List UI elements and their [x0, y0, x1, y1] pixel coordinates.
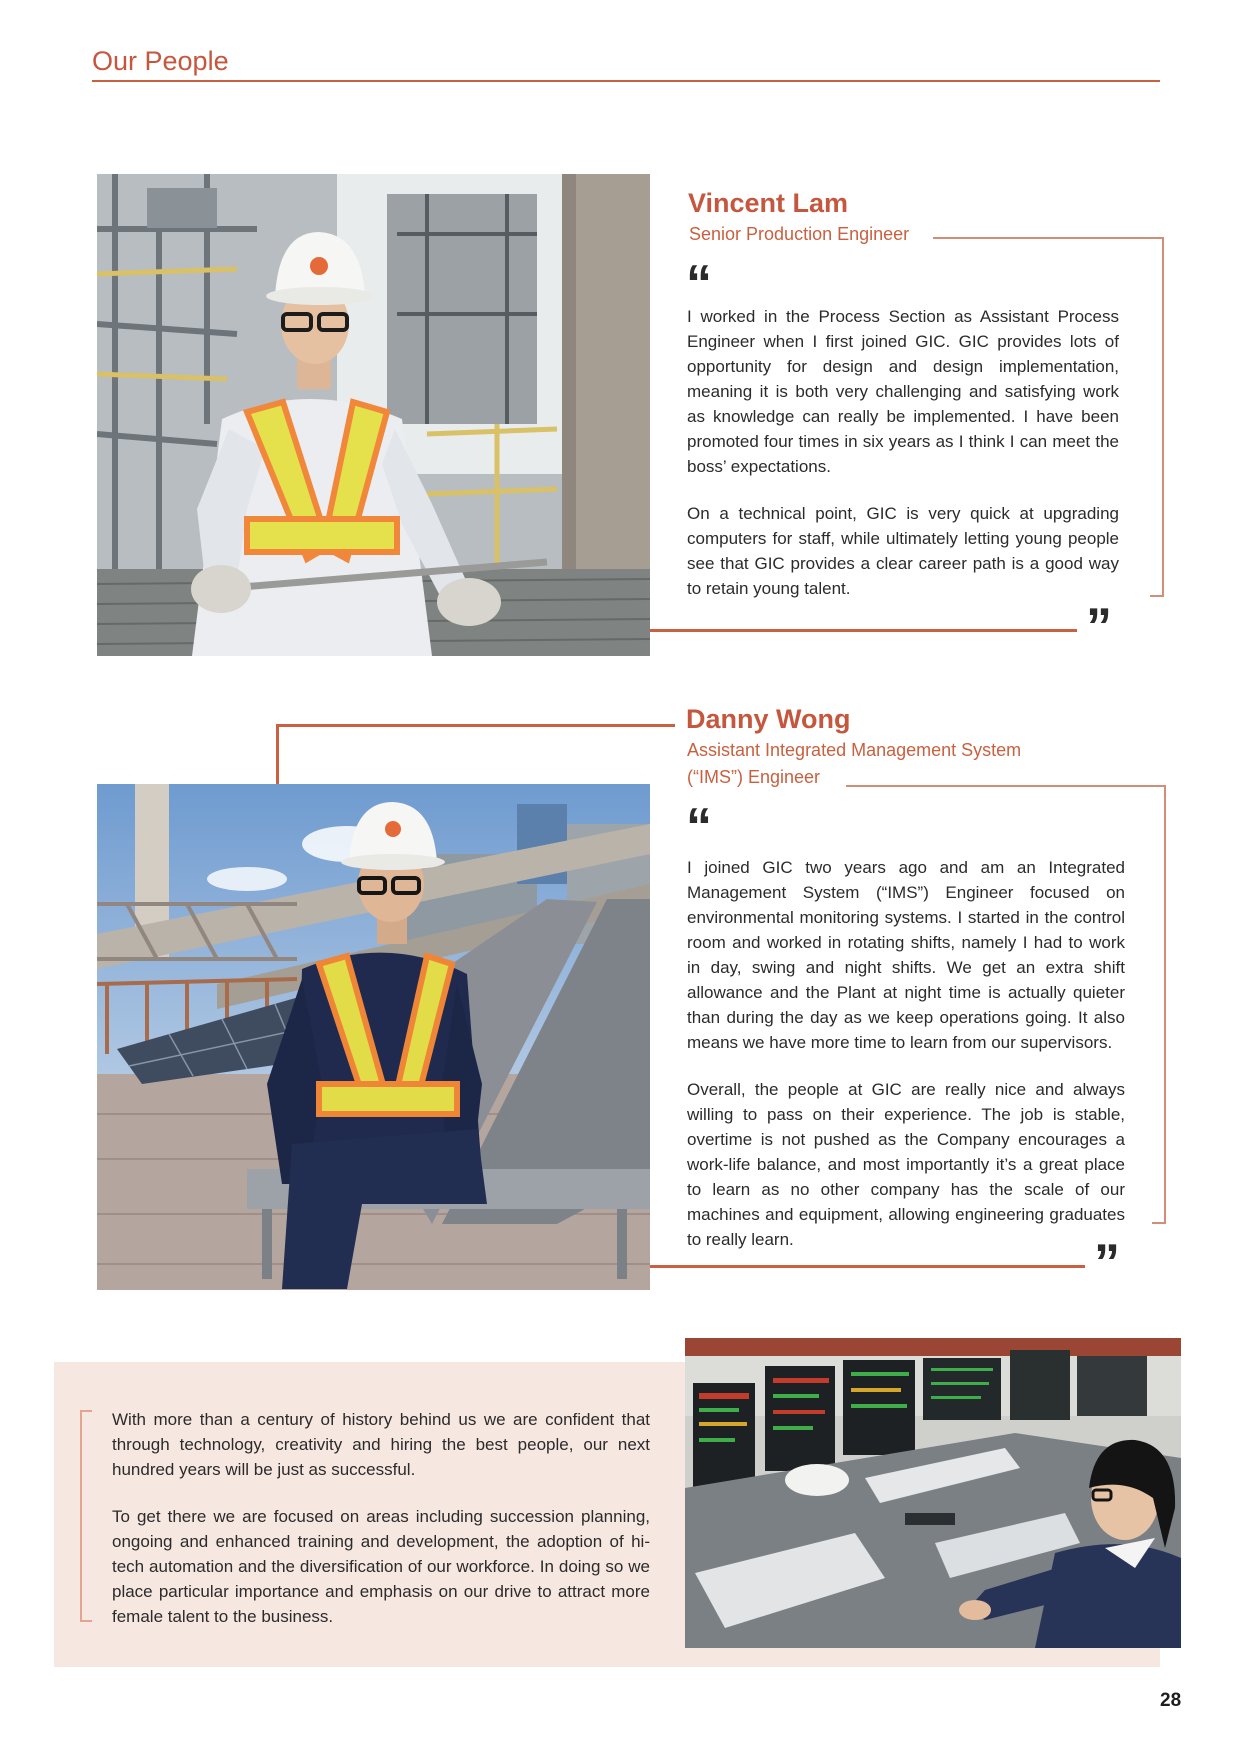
- close-quote-vincent: ”: [1086, 598, 1112, 656]
- closing-rule-vincent: [650, 629, 1077, 632]
- panel-bracket-bottom: [80, 1620, 92, 1622]
- closing-rule-danny: [650, 1265, 1085, 1268]
- quote-paragraph: I worked in the Process Section as Assistant Process Engineer when I first joined GIC. GIC provides lots of opportunity for design and design implementation, meaning it is both very challenging and satisfying work as knowledge can really be implemented. I have been promoted four times in six years as I think I can meet the boss’ expectations.: [687, 307, 1119, 476]
- bracket-hook-vincent: [1150, 595, 1164, 597]
- open-quote-danny: “: [686, 798, 712, 856]
- closing-paragraph: With more than a century of history behind us we are confident that through technology, creativity and hiring the best people, our next hundred years will be just as successful.: [112, 1410, 650, 1479]
- closing-text: [112, 1407, 650, 1651]
- profile-title-vincent: Senior Production Engineer: [689, 224, 910, 244]
- page-number: 28: [1160, 1690, 1182, 1711]
- photo-control-room: [685, 1338, 1181, 1648]
- quote-paragraph: On a technical point, GIC is very quick at upgrading computers for staff, while ultimately letting young people see that GIC provides a clear career path is a good way to retain young talent.: [687, 504, 1119, 598]
- profile-title-danny-line1: Assistant Integrated Management System: [687, 740, 1022, 760]
- photo-vincent-lam: [97, 174, 650, 656]
- profile-title-danny-line2: (“IMS”) Engineer: [687, 767, 821, 787]
- section-title: Our People: [92, 46, 229, 76]
- panel-bracket-top: [80, 1410, 92, 1412]
- bracket-side-vincent: [1162, 237, 1164, 597]
- desk-phone: [785, 1464, 849, 1496]
- bracket-hook-danny: [1152, 1222, 1166, 1224]
- profile-name-danny: Danny Wong: [686, 704, 851, 734]
- bracket-top-danny: [846, 785, 1166, 787]
- header-rule: [92, 80, 1160, 82]
- closing-paragraph: To get there we are focused on areas including succession planning, ongoing and enhanced training and development, the adoption of hi-tech automation and the diversification of our workforce. In doing so we place particular importance and emphasis on our drive to attract more female talent to the business.: [112, 1507, 650, 1626]
- connector-horizontal-danny: [276, 724, 675, 727]
- open-quote-vincent: “: [686, 255, 712, 313]
- quote-paragraph: I joined GIC two years ago and am an Integrated Management System (“IMS”) Engineer focused on environmental monitoring systems. I started in the control room and worked in rotating shifts, namely I had to work in day, swing and night shifts. We get an extra shift allowance and the Plant at night time is actually quieter than during the day as we keep operations going. It also means we have more time to learn from our supervisors.: [687, 858, 1125, 1052]
- photo-danny-wong: [97, 784, 650, 1290]
- quote-paragraph: Overall, the people at GIC are really nice and always willing to pass on their experience. The job is stable, overtime is not pushed as the Company encourages a work-life balance, and most importantly it’s a great place to learn as no other company has the scale of our machines and equipment, allowing engineering graduates to really learn.: [687, 1080, 1125, 1249]
- panel-bracket-side: [80, 1410, 82, 1622]
- close-quote-danny: ”: [1094, 1234, 1120, 1292]
- connector-vertical-danny: [276, 724, 279, 785]
- quote-body-danny: [687, 855, 1125, 1274]
- bracket-top-vincent: [933, 237, 1164, 239]
- bracket-side-danny: [1164, 785, 1166, 1224]
- profile-name-vincent: Vincent Lam: [688, 188, 849, 218]
- quote-body-vincent: [687, 304, 1119, 623]
